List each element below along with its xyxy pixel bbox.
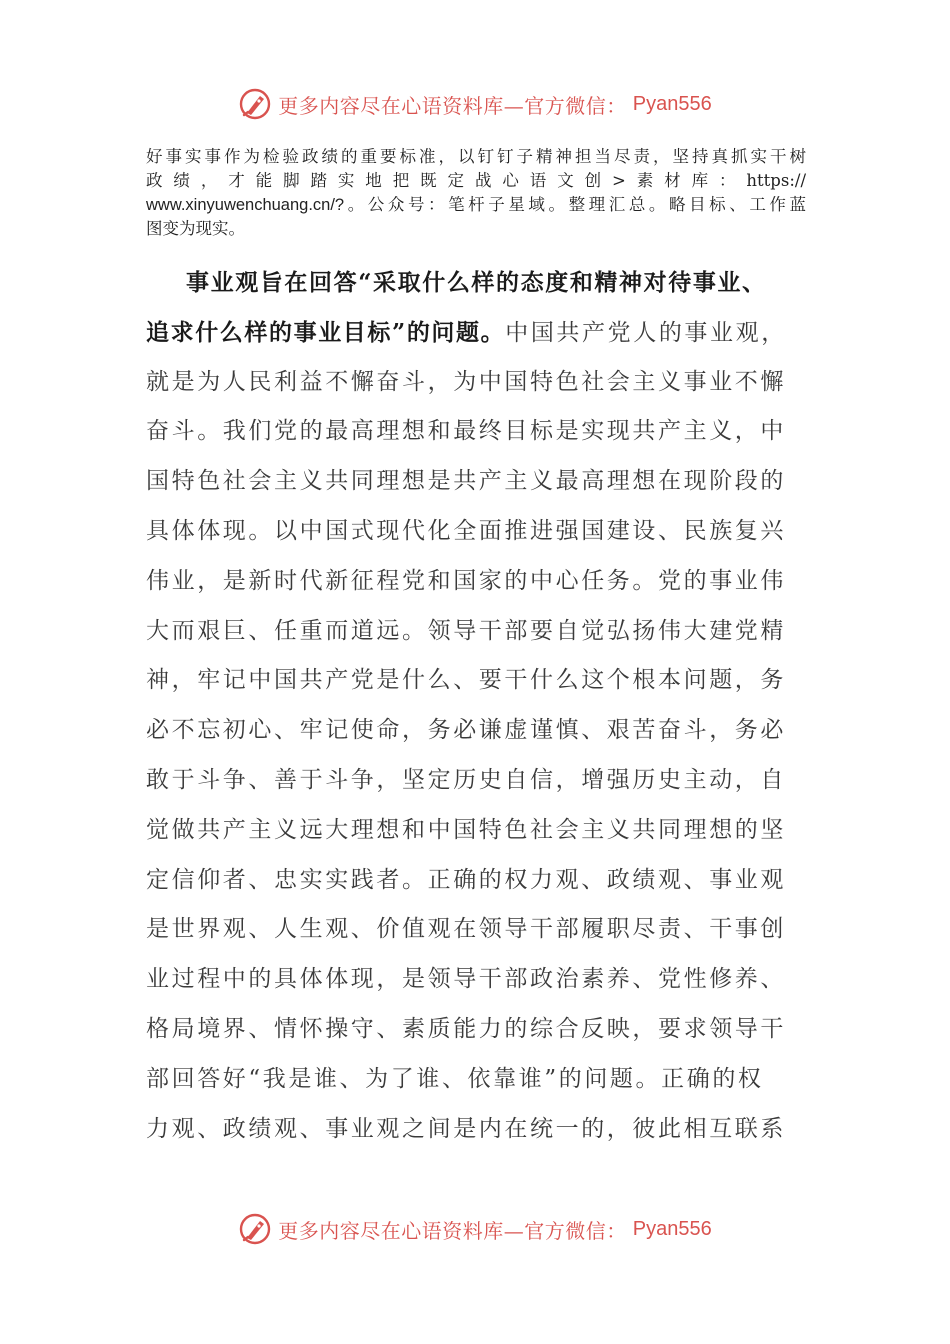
footer-banner	[0, 1207, 950, 1251]
article-row	[146, 308, 806, 358]
intro-paragraph	[146, 145, 806, 241]
article-row: 定信仰者、忠实实践者。正确的权力观、政绩观、事业观	[146, 866, 786, 893]
article-row: 大而艰巨、任重而道远。领导干部要自觉弘扬伟大建党精	[146, 617, 786, 644]
article-row: 觉做共产主义远大理想和中国特色社会主义共同理想的坚	[146, 816, 786, 843]
banner-text: 更多内容尽在心语资料库—官方微信：	[278, 93, 627, 118]
article-row: 必不忘初心、牢记使命，务必谦虚谨慎、艰苦奋斗，务必	[146, 717, 786, 744]
article-row: 就是为人民利益不懈奋斗，为中国特色社会主义事业不懈	[146, 368, 786, 395]
article-body	[146, 258, 806, 1154]
article-row: 具体体现。以中国式现代化全面推进强国建设、民族复兴	[146, 517, 786, 544]
intro-line: 图变为现实。	[146, 219, 245, 238]
banner-wechat-id: Pyan556	[632, 1217, 712, 1240]
article-row: 奋斗。我们党的最高理想和最终目标是实现共产主义，中	[146, 418, 786, 445]
article-row: 业过程中的具体体现，是领导干部政治素养、党性修养、	[146, 966, 786, 993]
article-lead-sentence-end: 追求什么样的事业目标”的问题。	[146, 318, 506, 346]
article-row: 敢于斗争、善于斗争，坚定历史自信，增强历史主动，自	[146, 766, 786, 793]
article-row: 力观、政绩观、事业观之间是内在统一的，彼此相互联系	[146, 1115, 786, 1142]
article-row: 部回答好“我是谁、为了谁、依靠谁”的问题。正确的权	[146, 1065, 764, 1092]
article-row: 神，牢记中国共产党是什么、要干什么这个根本问题，务	[146, 667, 786, 694]
banner-wechat-id: Pyan556	[632, 92, 712, 115]
article-row: 格局境界、情怀操守、素质能力的综合反映，要求领导干	[146, 1015, 786, 1042]
banner-text: 更多内容尽在心语资料库—官方微信：	[278, 1218, 627, 1243]
article-row: 伟业，是新时代新征程党和国家的中心任务。党的事业伟	[146, 567, 786, 594]
article-row: 是世界观、人生观、价值观在领导干部履职尽责、干事创	[146, 916, 786, 943]
pen-nib-logo-icon	[238, 1212, 272, 1246]
article-row-text: 中国共产党人的事业观，	[505, 319, 787, 346]
intro-line: 政绩，才能脚踏实地把既定战心语文创>素材库：https://	[146, 171, 806, 190]
pen-nib-logo-icon	[238, 87, 272, 121]
header-banner	[0, 82, 950, 126]
intro-line-url[interactable]: www.xinyuwenchuang.cn/?。公众号：笔杆子星域。整理汇总。略目标、工作蓝	[146, 196, 806, 214]
intro-line: 好事实事作为检验政绩的重要标准，以钉钉子精神担当尽责，坚持真抓实干树	[146, 147, 806, 166]
article-lead-sentence: 事业观旨在回答“采取什么样的态度和精神对待事业、	[186, 269, 767, 296]
article-row: 国特色社会主义共同理想是共产主义最高理想在现阶段的	[146, 468, 786, 495]
